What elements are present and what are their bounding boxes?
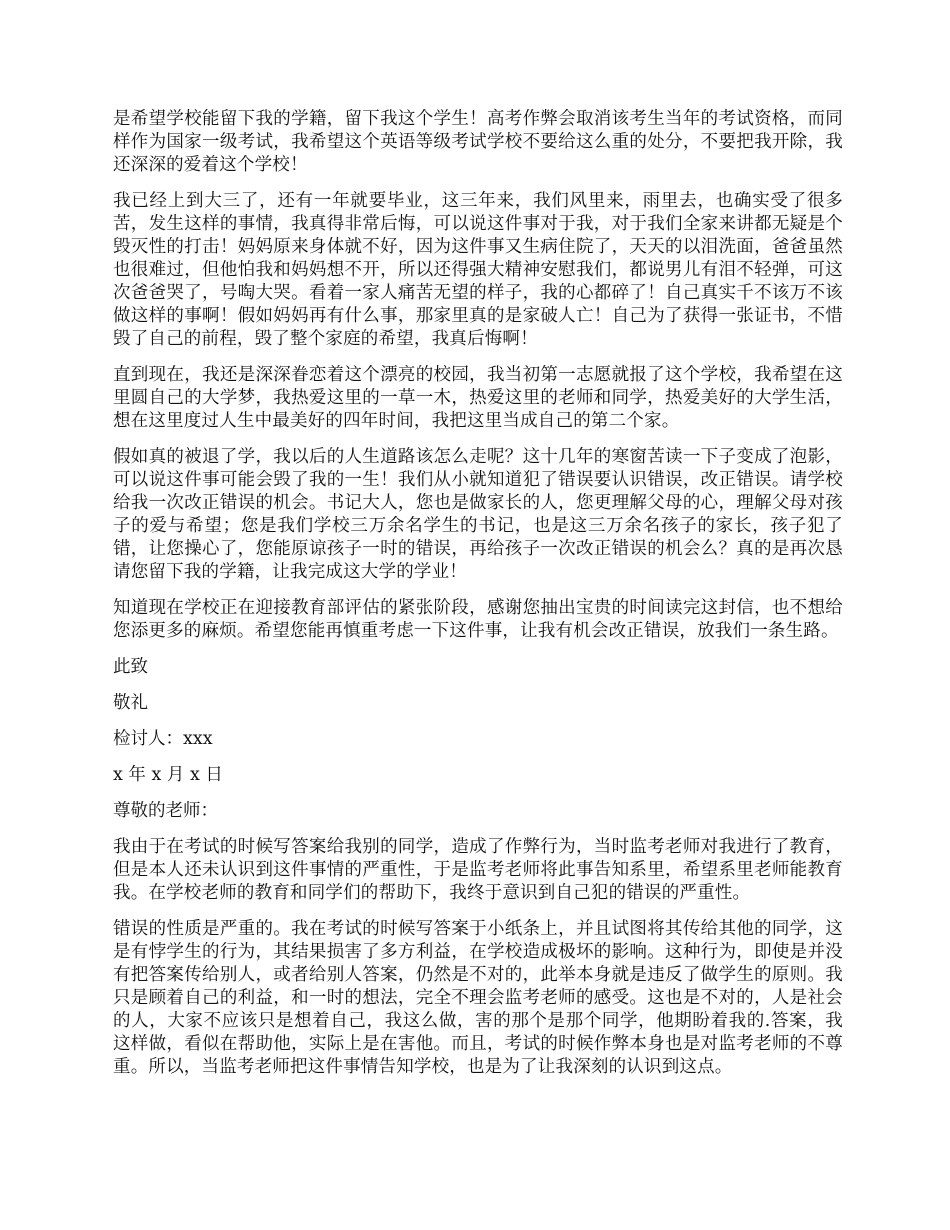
closing-salute: 敬礼 [113,693,148,713]
paragraph: 我已经上到大三了，还有一年就要毕业，这三年来，我们风里来，雨里去，也确实受了很多苦，发生这样的事情，我真得非常后悔，可以说这件事对于我，对于我们全家来讲都无疑是个毁灭性的打击！妈妈原来身体就不好，因为这件事又生病住院了，天天的以泪洗面，爸爸虽然也很难过，但他怕我和妈妈想不开，所以还得强大精神安慰我们，都说男儿有泪不轻弹，可这次爸爸哭了，号啕大哭。看着一家人痛苦无望的样子，我的心都碎了！自己真实千不该万不该做这样的事啊！假如妈妈再有什么事，那家里真的是家破人亡！自己为了获得一张证书，不惜毁了自己的前程，毁了整个家庭的希望，我真后悔啊！ [113,191,843,349]
paragraph: 知道现在学校正在迎接教育部评估的紧张阶段，感谢您抽出宝贵的时间读完这封信，也不想给您添更多的麻烦。希望您能再慎重考虑一下这件事，让我有机会改正错误，放我们一条生路。 [113,598,843,641]
document-body [113,108,843,1092]
paragraph: 直到现在，我还是深深眷恋着这个漂亮的校园，我当初第一志愿就报了这个学校，我希望在这里圆自己的大学梦，我热爱这里的一草一木，热爱这里的老师和同学，热爱美好的大学生活，想在这里度过人生中最美好的四年时间，我把这里当成自己的第二个家。 [113,365,843,431]
closing-line: 此致 [113,657,148,677]
paragraph: 假如真的被退了学，我以后的人生道路该怎么走呢？这十几年的寒窗苦读一下子变成了泡影，可以说这件事可能会毁了我的一生！我们从小就知道犯了错误要认识错误，改正错误。请学校给我一次改正错误的机会。书记大人，您也是做家长的人，您更理解父母的心，理解父母对孩子的爱与希望；您是我们学校三万余名学生的书记，也是这三万余名孩子的家长，孩子犯了错，让您操心了，您能原谅孩子一时的错误，再给孩子一次改正错误的机会么？真的是再次恳请您留下我的学籍，让我完成这大学的学业！ [113,447,843,582]
paragraph: 错误的性质是严重的。我在考试的时候写答案于小纸条上，并且试图将其传给其他的同学，这是有悖学生的行为，其结果损害了多方利益，在学校造成极坏的影响。这种行为，即使是并没有把答案传给别人，或者给别人答案，仍然是不对的，此举本身就是违反了做学生的原则。我只是顾着自己的利益，和一时的想法，完全不理会监考老师的感受。这也是不对的，人是社会的人，大家不应该只是想着自己，我这么做，害的那个是那个同学，他期盼着我的.答案，我这样做，看似在帮助他，实际上是在害他。而且，考试的时候作弊本身也是对监考老师的不尊重。所以，当监考老师把这件事情告知学校，也是为了让我深刻的认识到这点。 [113,919,843,1077]
paragraph: 是希望学校能留下我的学籍，留下我这个学生！高考作弊会取消该考生当年的考试资格，而同样作为国家一级考试，我希望这个英语等级考试学校不要给这么重的处分，不要把我开除，我还深深的爱着这个学校！ [113,109,843,175]
date: x 年 x 月 x 日 [113,765,223,785]
signature: 检讨人：xxx [113,729,213,749]
greeting: 尊敬的老师： [113,801,218,821]
paragraph: 我由于在考试的时候写答案给我别的同学，造成了作弊行为，当时监考老师对我进行了教育，但是本人还未认识到这件事情的严重性，于是监考老师将此事告知系里，希望系里老师能教育我。在学校老师的教育和同学们的帮助下，我终于意识到自己犯的错误的严重性。 [113,837,843,903]
